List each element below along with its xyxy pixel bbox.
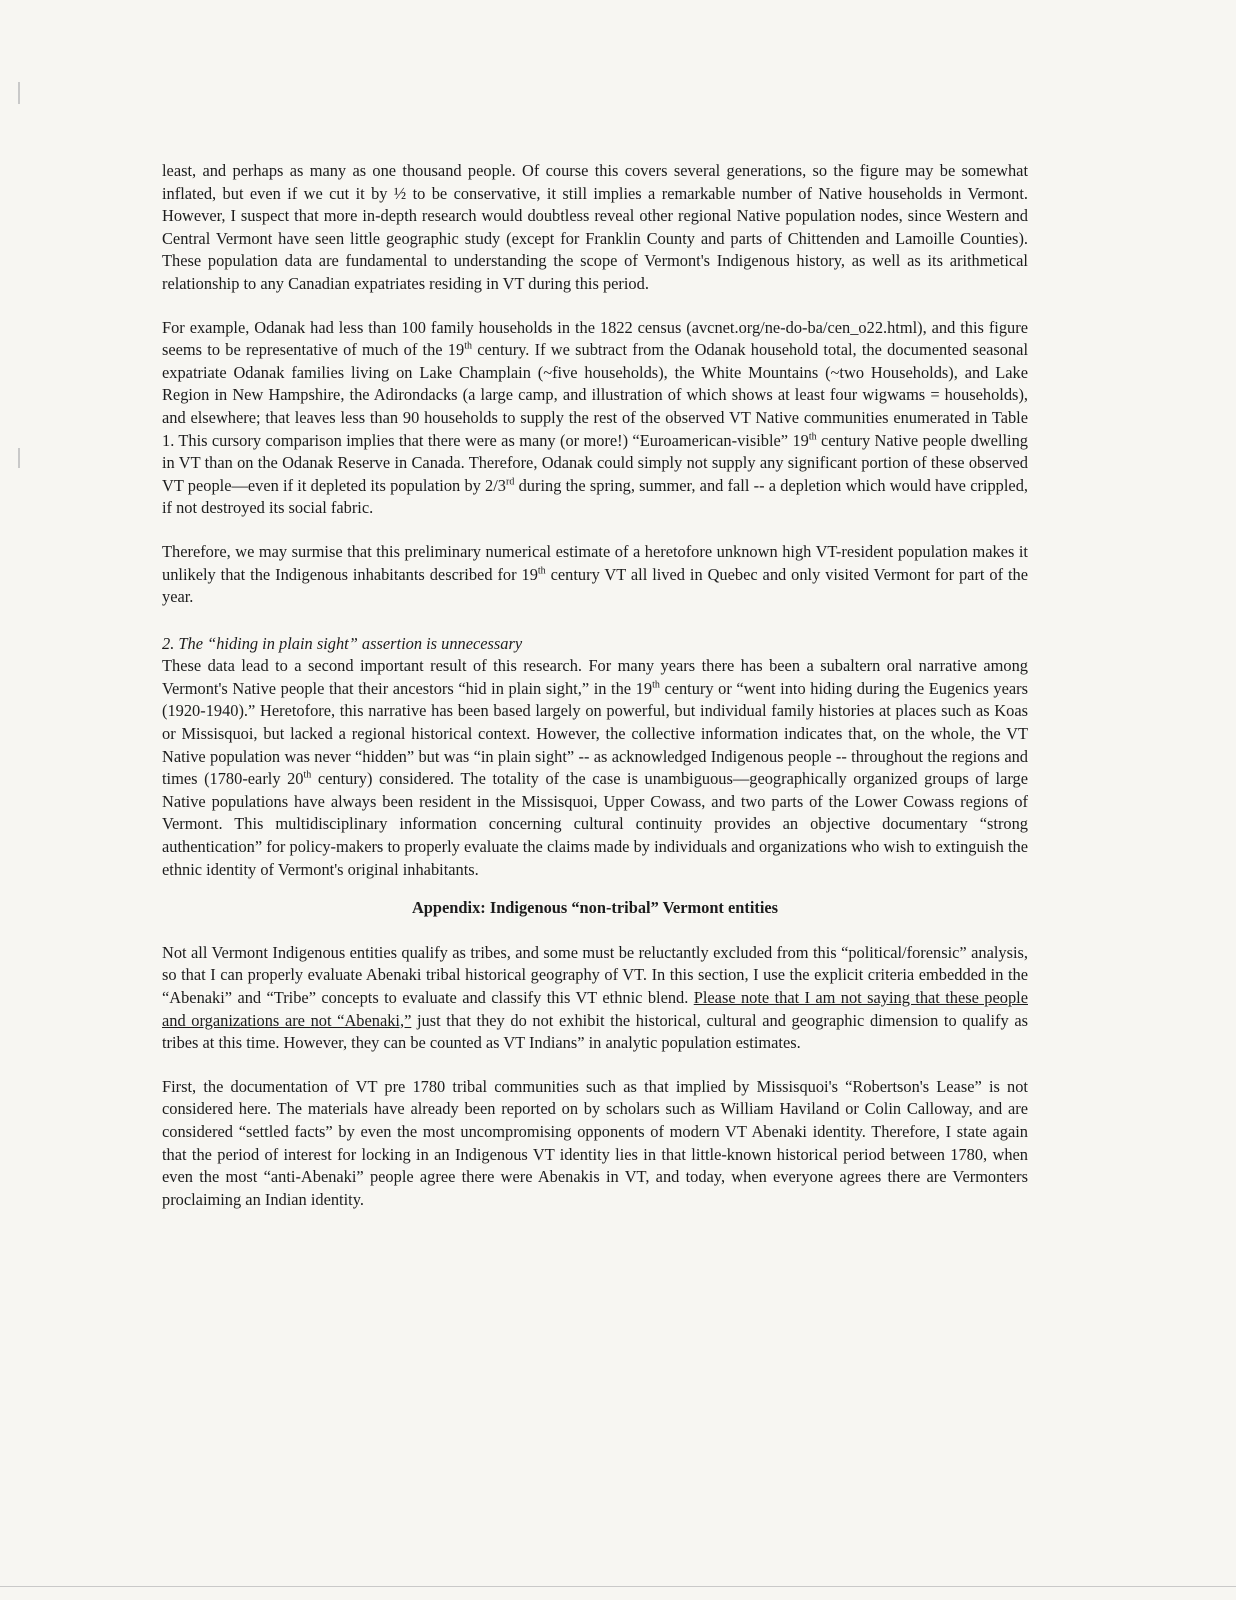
scan-edge-mark-left-mid	[18, 448, 20, 468]
paragraph-pre-1780-documentation: First, the documentation of VT pre 1780 tribal communities such as that implied by Missisquoi's “Robertson's Lease” is not considered here. The materials have already been reported on by scholars such as William Haviland or Colin Calloway, and are considered “settled facts” by even the most uncompromising opponents of modern VT Abenaki identity. Therefore, I state again that the period of interest for locking in an Indigenous VT identity lies in that little-known historical period between 1780, when even the most “anti-Abenaki” people agree there were Abenakis in VT, and today, when everyone agrees there are Vermonters proclaiming an Indian identity.	[162, 1076, 1028, 1209]
section-heading-hiding-in-plain-sight: 2. The “hiding in plain sight” assertion is unnecessary	[162, 633, 523, 653]
paragraph-non-tribal-entities: Not all Vermont Indigenous entities qualify as tribes, and some must be reluctantly excluded from this “political/forensic” analysis, so that I can properly evaluate Abenaki tribal historical geography of VT. In this section, I use the explicit criteria embedded in the “Abenaki” and “Tribe” concepts to evaluate and classify this VT ethnic blend. Please note that I am not saying that these people and organizations are not “Abenaki,” just that they do not exhibit the historical, cultural and geographic dimension to qualify as tribes at this time. However, they can be counted as VT Indians” in analytic population estimates.	[162, 942, 1028, 1053]
scan-edge-mark-left-top	[18, 82, 20, 104]
appendix-heading: Appendix: Indigenous “non-tribal” Vermont entities	[411, 898, 779, 918]
scan-edge-mark-bottom	[0, 1586, 1236, 1587]
document-page	[162, 160, 1028, 1232]
paragraph-odanak-example: For example, Odanak had less than 100 family households in the 1822 census (avcnet.org/ne-do-ba/cen_o22.html), and this figure seems to be representative of much of the 19th century. If we subtract from the Odanak household total, the documented seasonal expatriate Odanak families living on Lake Champlain (~five households), the White Mountains (~two Households), and Lake Region in New Hampshire, the Adirondacks (a large camp, and illustration of which shows at least four wigwams = households), and elsewhere; that leaves less than 90 households to supply the rest of the observed VT Native communities enumerated in Table 1. This cursory comparison implies that there were as many (or more!) “Euroamerican-visible” 19th century Native people dwelling in VT than on the Odanak Reserve in Canada. Therefore, Odanak could simply not supply any significant portion of these observed VT people—even if it depleted its population by 2/3rd during the spring, summer, and fall -- a depletion which would have crippled, if not destroyed its social fabric.	[162, 317, 1028, 518]
paragraph-population-estimate: least, and perhaps as many as one thousand people. Of course this covers several generations, so the figure may be somewhat inflated, but even if we cut it by ½ to be conservative, it still implies a remarkable number of Native households in Vermont. However, I suspect that more in-depth research would doubtless reveal other regional Native population nodes, since Western and Central Vermont have seen little geographic study (except for Franklin County and parts of Chittenden and Lamoille Counties). These population data are fundamental to understanding the scope of Vermont's Indigenous history, as well as its arithmetical relationship to any Canadian expatriates residing in VT during this period.	[162, 161, 1028, 293]
paragraph-surmise: Therefore, we may surmise that this preliminary numerical estimate of a heretofore unknown high VT-resident population makes it unlikely that the Indigenous inhabitants described for 19th century VT all lived in Quebec and only visited Vermont for part of the year.	[162, 541, 1028, 607]
paragraph-hiding-in-plain-sight: These data lead to a second important result of this research. For many years there has been a subaltern oral narrative among Vermont's Native people that their ancestors “hid in plain sight,” in the 19th century or “went into hiding during the Eugenics years (1920-1940).” Heretofore, this narrative has been based largely on powerful, but individual family histories at places such as Koas or Missisquoi, but lacked a regional historical context. However, the collective information indicates that, on the whole, the VT Native population was never “hidden” but was “in plain sight” -- as acknowledged Indigenous people -- throughout the regions and times (1780-early 20th century) considered. The totality of the case is unambiguous—geographically organized groups of large Native populations have always been resident in the Missisquoi, Upper Cowass, and two parts of the Lower Cowass regions of Vermont. This multidisciplinary information concerning cultural continuity provides an objective documentary “strong authentication” for policy-makers to properly evaluate the claims made by individuals and organizations who wish to extinguish the ethnic identity of Vermont's original inhabitants.	[162, 656, 1029, 879]
underlined-note: Please note that I am not saying that these people and organizations are not “Abenaki,”	[162, 988, 1028, 1030]
